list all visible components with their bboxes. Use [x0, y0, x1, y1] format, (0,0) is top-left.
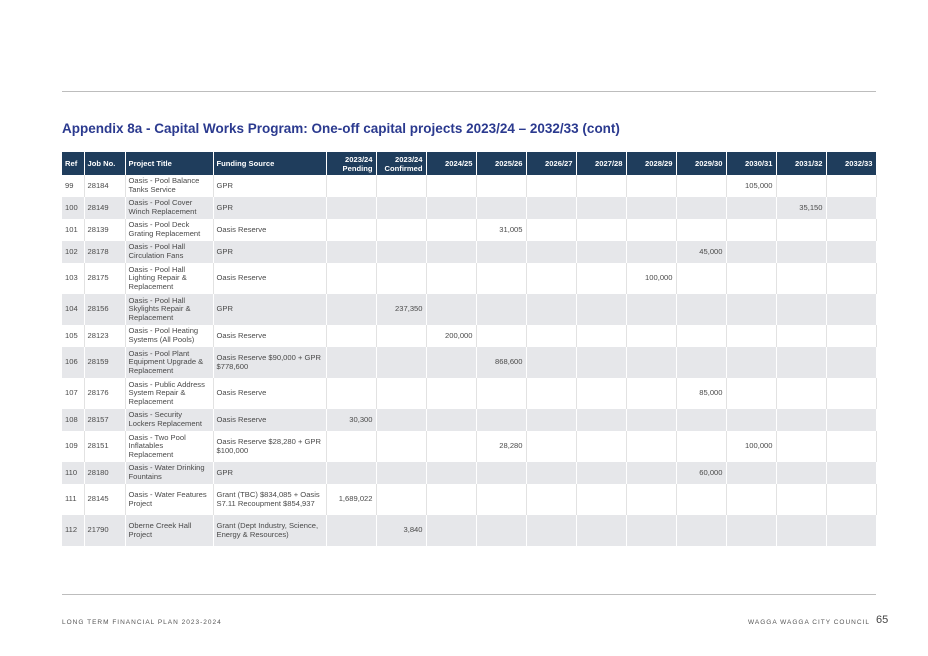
value-cell — [576, 347, 626, 378]
value-cell — [326, 325, 376, 347]
table-body — [62, 175, 876, 546]
top-divider — [62, 91, 876, 92]
project-title-cell: Oasis - Pool Hall Lighting Repair & Replacement — [125, 263, 213, 294]
value-cell — [726, 325, 776, 347]
table-row — [62, 197, 876, 219]
table-row — [62, 431, 876, 462]
value-cell — [826, 484, 876, 515]
ref-cell: 100 — [62, 197, 84, 219]
value-cell — [326, 462, 376, 484]
value-cell — [576, 484, 626, 515]
table-row — [62, 325, 876, 347]
job-number-cell: 28175 — [84, 263, 125, 294]
value-cell — [326, 347, 376, 378]
value-cell — [726, 219, 776, 241]
value-cell — [826, 409, 876, 431]
value-cell — [626, 409, 676, 431]
value-cell — [326, 219, 376, 241]
value-cell — [376, 263, 426, 294]
value-cell — [626, 294, 676, 325]
value-cell — [426, 484, 476, 515]
funding-source-cell: Grant (Dept Industry, Science, Energy & Resources) — [213, 515, 326, 546]
value-cell — [526, 325, 576, 347]
funding-source-cell: Oasis Reserve — [213, 219, 326, 241]
project-title-cell: Oasis - Pool Balance Tanks Service — [125, 175, 213, 197]
job-number-cell: 28156 — [84, 294, 125, 325]
value-cell — [426, 263, 476, 294]
funding-source-cell: Oasis Reserve $28,280 + GPR $100,000 — [213, 431, 326, 462]
value-cell — [526, 378, 576, 409]
table-row — [62, 462, 876, 484]
job-number-cell: 28157 — [84, 409, 125, 431]
value-cell — [826, 219, 876, 241]
value-cell — [776, 378, 826, 409]
job-number-cell: 28176 — [84, 378, 125, 409]
value-cell: 28,280 — [476, 431, 526, 462]
value-cell — [726, 409, 776, 431]
value-cell — [526, 431, 576, 462]
value-cell — [776, 175, 826, 197]
col-header: 2029/30 — [676, 152, 726, 175]
value-cell — [626, 219, 676, 241]
value-cell: 200,000 — [426, 325, 476, 347]
value-cell — [526, 515, 576, 546]
value-cell — [476, 409, 526, 431]
value-cell — [676, 347, 726, 378]
col-header: 2032/33 — [826, 152, 876, 175]
value-cell: 85,000 — [676, 378, 726, 409]
value-cell — [426, 219, 476, 241]
col-header: 2031/32 — [776, 152, 826, 175]
project-title-cell: Oasis - Pool Cover Winch Replacement — [125, 197, 213, 219]
value-cell — [726, 263, 776, 294]
project-title-cell: Oasis - Public Address System Repair & Replacement — [125, 378, 213, 409]
table-header-row — [62, 152, 876, 175]
value-cell — [776, 347, 826, 378]
table-row — [62, 241, 876, 263]
value-cell — [826, 347, 876, 378]
value-cell — [376, 175, 426, 197]
funding-source-cell: GPR — [213, 294, 326, 325]
page-title: Appendix 8a - Capital Works Program: One-off capital projects 2023/24 – 2032/33 (cont) — [62, 121, 620, 136]
job-number-cell: 21790 — [84, 515, 125, 546]
table-row — [62, 263, 876, 294]
value-cell — [776, 515, 826, 546]
funding-source-cell: Oasis Reserve — [213, 409, 326, 431]
value-cell — [426, 347, 476, 378]
value-cell: 3,840 — [376, 515, 426, 546]
value-cell — [376, 409, 426, 431]
value-cell — [476, 294, 526, 325]
col-header: 2030/31 — [726, 152, 776, 175]
value-cell — [576, 462, 626, 484]
table-row — [62, 378, 876, 409]
value-cell — [826, 325, 876, 347]
value-cell — [576, 175, 626, 197]
col-header: 2025/26 — [476, 152, 526, 175]
value-cell — [776, 263, 826, 294]
col-header: 2028/29 — [626, 152, 676, 175]
col-header: Ref — [62, 152, 84, 175]
value-cell — [626, 515, 676, 546]
value-cell — [726, 197, 776, 219]
value-cell — [626, 484, 676, 515]
table-row — [62, 484, 876, 515]
ref-cell: 101 — [62, 219, 84, 241]
value-cell — [776, 484, 826, 515]
col-header: Project Title — [125, 152, 213, 175]
project-title-cell: Oasis - Pool Hall Skylights Repair & Replacement — [125, 294, 213, 325]
value-cell — [476, 175, 526, 197]
value-cell — [476, 325, 526, 347]
value-cell — [826, 431, 876, 462]
council-name-footer: WAGGA WAGGA CITY COUNCIL — [748, 619, 870, 626]
value-cell — [576, 197, 626, 219]
value-cell — [576, 378, 626, 409]
value-cell — [826, 197, 876, 219]
ref-cell: 107 — [62, 378, 84, 409]
project-title-cell: Oasis - Pool Hall Circulation Fans — [125, 241, 213, 263]
value-cell — [426, 431, 476, 462]
bottom-divider — [62, 594, 876, 595]
value-cell — [526, 219, 576, 241]
value-cell: 100,000 — [626, 263, 676, 294]
ref-cell: 103 — [62, 263, 84, 294]
value-cell — [776, 462, 826, 484]
value-cell — [676, 294, 726, 325]
ref-cell: 110 — [62, 462, 84, 484]
value-cell — [776, 219, 826, 241]
value-cell — [426, 515, 476, 546]
value-cell — [376, 378, 426, 409]
value-cell — [626, 462, 676, 484]
project-title-cell: Oasis - Pool Deck Grating Replacement — [125, 219, 213, 241]
project-title-cell: Oasis - Two Pool Inflatables Replacement — [125, 431, 213, 462]
value-cell — [476, 484, 526, 515]
value-cell — [776, 241, 826, 263]
value-cell — [626, 325, 676, 347]
value-cell: 1,689,022 — [326, 484, 376, 515]
value-cell — [476, 515, 526, 546]
job-number-cell: 28145 — [84, 484, 125, 515]
value-cell — [376, 462, 426, 484]
value-cell — [826, 263, 876, 294]
value-cell — [526, 409, 576, 431]
value-cell — [376, 325, 426, 347]
value-cell — [326, 263, 376, 294]
col-header: 2023/24 Confirmed — [376, 152, 426, 175]
value-cell — [626, 378, 676, 409]
funding-source-cell: Oasis Reserve — [213, 325, 326, 347]
job-number-cell: 28149 — [84, 197, 125, 219]
value-cell — [526, 241, 576, 263]
value-cell — [576, 241, 626, 263]
project-title-cell: Oasis - Water Features Project — [125, 484, 213, 515]
value-cell — [576, 325, 626, 347]
capital-works-table — [62, 152, 877, 546]
value-cell — [776, 409, 826, 431]
value-cell — [826, 378, 876, 409]
funding-source-cell: Oasis Reserve — [213, 378, 326, 409]
value-cell — [426, 409, 476, 431]
col-header: 2023/24 Pending — [326, 152, 376, 175]
ref-cell: 111 — [62, 484, 84, 515]
job-number-cell: 28180 — [84, 462, 125, 484]
value-cell — [326, 175, 376, 197]
funding-source-cell: GPR — [213, 175, 326, 197]
value-cell — [826, 175, 876, 197]
value-cell: 31,005 — [476, 219, 526, 241]
value-cell — [676, 197, 726, 219]
value-cell: 105,000 — [726, 175, 776, 197]
value-cell — [826, 515, 876, 546]
value-cell — [376, 241, 426, 263]
funding-source-cell: GPR — [213, 462, 326, 484]
job-number-cell: 28151 — [84, 431, 125, 462]
project-title-cell: Oasis - Water Drinking Fountains — [125, 462, 213, 484]
value-cell — [826, 294, 876, 325]
funding-source-cell: Grant (TBC) $834,085 + Oasis S7.11 Recoupment $854,937 — [213, 484, 326, 515]
table-row — [62, 409, 876, 431]
ref-cell: 102 — [62, 241, 84, 263]
ref-cell: 105 — [62, 325, 84, 347]
value-cell — [376, 219, 426, 241]
funding-source-cell: Oasis Reserve — [213, 263, 326, 294]
table-row — [62, 219, 876, 241]
ref-cell: 109 — [62, 431, 84, 462]
table-row — [62, 175, 876, 197]
value-cell — [676, 325, 726, 347]
value-cell — [526, 462, 576, 484]
col-header: 2024/25 — [426, 152, 476, 175]
value-cell — [726, 347, 776, 378]
value-cell — [576, 219, 626, 241]
value-cell — [576, 409, 626, 431]
project-title-cell: Oberne Creek Hall Project — [125, 515, 213, 546]
value-cell — [476, 241, 526, 263]
value-cell — [576, 263, 626, 294]
value-cell — [776, 325, 826, 347]
value-cell — [726, 294, 776, 325]
value-cell — [526, 175, 576, 197]
value-cell — [476, 462, 526, 484]
job-number-cell: 28159 — [84, 347, 125, 378]
table-row — [62, 294, 876, 325]
value-cell — [376, 484, 426, 515]
value-cell — [826, 462, 876, 484]
value-cell — [776, 294, 826, 325]
value-cell: 100,000 — [726, 431, 776, 462]
job-number-cell: 28178 — [84, 241, 125, 263]
value-cell — [576, 431, 626, 462]
value-cell — [526, 347, 576, 378]
job-number-cell: 28123 — [84, 325, 125, 347]
value-cell — [426, 175, 476, 197]
value-cell — [376, 347, 426, 378]
project-title-cell: Oasis - Pool Heating Systems (All Pools) — [125, 325, 213, 347]
value-cell — [476, 378, 526, 409]
job-number-cell: 28139 — [84, 219, 125, 241]
value-cell — [676, 515, 726, 546]
value-cell: 30,300 — [326, 409, 376, 431]
ref-cell: 106 — [62, 347, 84, 378]
value-cell — [726, 378, 776, 409]
value-cell — [726, 241, 776, 263]
funding-source-cell: GPR — [213, 197, 326, 219]
value-cell — [426, 197, 476, 219]
value-cell: 868,600 — [476, 347, 526, 378]
value-cell — [426, 241, 476, 263]
value-cell — [726, 462, 776, 484]
value-cell — [326, 378, 376, 409]
value-cell — [776, 431, 826, 462]
value-cell — [626, 431, 676, 462]
value-cell — [526, 484, 576, 515]
value-cell — [726, 515, 776, 546]
table-row — [62, 515, 876, 546]
value-cell — [526, 294, 576, 325]
project-title-cell: Oasis - Pool Plant Equipment Upgrade & Replacement — [125, 347, 213, 378]
value-cell — [726, 484, 776, 515]
ref-cell: 112 — [62, 515, 84, 546]
value-cell — [626, 347, 676, 378]
value-cell — [476, 197, 526, 219]
col-header: Job No. — [84, 152, 125, 175]
value-cell — [526, 263, 576, 294]
value-cell: 60,000 — [676, 462, 726, 484]
page-number: 65 — [876, 614, 889, 626]
value-cell — [476, 263, 526, 294]
project-title-cell: Oasis - Security Lockers Replacement — [125, 409, 213, 431]
value-cell — [676, 175, 726, 197]
value-cell — [426, 462, 476, 484]
value-cell — [626, 197, 676, 219]
value-cell — [426, 294, 476, 325]
value-cell — [426, 378, 476, 409]
value-cell: 237,350 — [376, 294, 426, 325]
value-cell — [626, 175, 676, 197]
value-cell — [376, 431, 426, 462]
value-cell: 35,150 — [776, 197, 826, 219]
table-row — [62, 347, 876, 378]
value-cell — [326, 431, 376, 462]
value-cell — [326, 294, 376, 325]
value-cell — [526, 197, 576, 219]
funding-source-cell: Oasis Reserve $90,000 + GPR $778,600 — [213, 347, 326, 378]
value-cell — [826, 241, 876, 263]
value-cell — [576, 294, 626, 325]
col-header: 2026/27 — [526, 152, 576, 175]
value-cell — [676, 484, 726, 515]
value-cell — [326, 241, 376, 263]
value-cell — [676, 409, 726, 431]
value-cell: 45,000 — [676, 241, 726, 263]
ref-cell: 99 — [62, 175, 84, 197]
value-cell — [376, 197, 426, 219]
value-cell — [626, 241, 676, 263]
value-cell — [676, 431, 726, 462]
value-cell — [326, 197, 376, 219]
col-header: 2027/28 — [576, 152, 626, 175]
ref-cell: 108 — [62, 409, 84, 431]
document-title-footer: LONG TERM FINANCIAL PLAN 2023-2024 — [62, 619, 222, 626]
job-number-cell: 28184 — [84, 175, 125, 197]
value-cell — [576, 515, 626, 546]
col-header: Funding Source — [213, 152, 326, 175]
value-cell — [326, 515, 376, 546]
funding-source-cell: GPR — [213, 241, 326, 263]
ref-cell: 104 — [62, 294, 84, 325]
value-cell — [676, 263, 726, 294]
value-cell — [676, 219, 726, 241]
